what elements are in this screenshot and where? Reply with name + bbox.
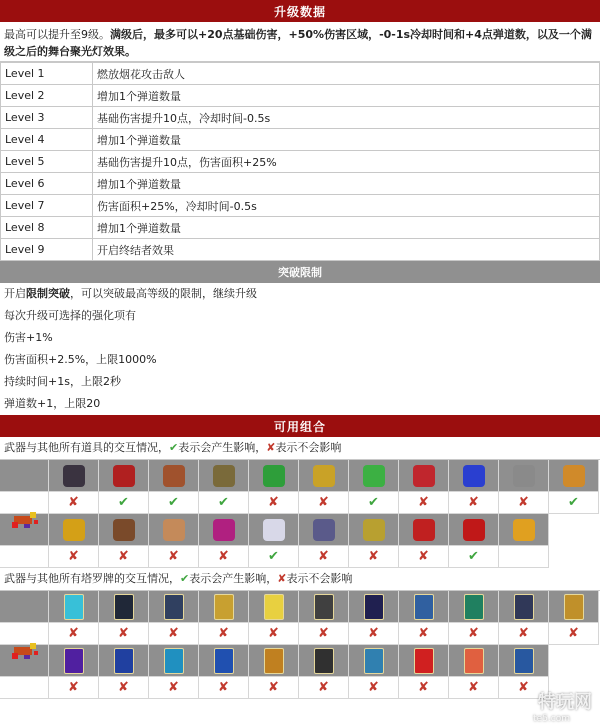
tarot-grid	[0, 591, 600, 699]
interaction-mark: ✘	[199, 677, 249, 699]
flower-cell	[199, 514, 249, 546]
level-label: Level 5	[1, 151, 93, 173]
tarot-11-cell	[549, 591, 599, 623]
level-row	[1, 107, 600, 129]
interaction-mark: ✘	[99, 623, 149, 645]
ring-gold-icon	[363, 519, 385, 541]
level-table	[0, 62, 600, 261]
tarot-16-icon	[264, 648, 284, 674]
lead-spacer	[0, 591, 49, 623]
tarot-18-cell	[349, 645, 399, 677]
tarot-2-icon	[114, 594, 134, 620]
level-effect: 开启终结者效果	[93, 239, 600, 261]
interaction-mark: ✘	[399, 677, 449, 699]
interaction-mark: ✘	[49, 677, 99, 699]
watermark-sub: te5.com	[533, 714, 570, 724]
tarot-12-icon	[64, 648, 84, 674]
tarot-13-cell	[99, 645, 149, 677]
feather-icon	[363, 465, 385, 487]
interaction-mark: ✘	[399, 546, 449, 568]
level-effect: 基础伤害提升10点，冷却时间-0.5s	[93, 107, 600, 129]
item-mark-row	[0, 492, 600, 514]
combo-header: 可用组合	[0, 415, 600, 437]
interaction-mark: ✘	[499, 623, 549, 645]
limit-line: 弹道数+1，上限20	[4, 397, 101, 410]
tarot-3-icon	[164, 594, 184, 620]
interaction-mark: ✔	[549, 492, 599, 514]
interaction-mark: ✘	[299, 623, 349, 645]
level-row	[1, 195, 600, 217]
wing-cell	[249, 514, 299, 546]
tarot-mark-row	[0, 623, 600, 645]
level-effect: 增加1个弹道数量	[93, 217, 600, 239]
interaction-mark: ✘	[49, 623, 99, 645]
items-grid	[0, 460, 600, 568]
hat-icon	[163, 519, 185, 541]
tarot-15-cell	[199, 645, 249, 677]
level-effect: 增加1个弹道数量	[93, 85, 600, 107]
item-icon-row	[0, 460, 600, 492]
level-row	[1, 85, 600, 107]
level-row	[1, 239, 600, 261]
tarot-2-cell	[99, 591, 149, 623]
level-row	[1, 129, 600, 151]
tarot-7-icon	[364, 594, 384, 620]
interaction-mark: ✘	[449, 677, 499, 699]
tarot-7-cell	[349, 591, 399, 623]
tarot-icon-row	[0, 591, 600, 623]
tarot-9-icon	[464, 594, 484, 620]
interaction-mark: ✔	[249, 546, 299, 568]
tarot-1-icon	[64, 594, 84, 620]
level-effect: 伤害面积+25%，冷却时间-0.5s	[93, 195, 600, 217]
lead-spacer	[0, 546, 49, 568]
gold-bar-cell	[499, 514, 549, 546]
tarot-18-icon	[364, 648, 384, 674]
level-effect: 基础伤害提升10点，伤害面积+25%	[93, 151, 600, 173]
level-label: Level 1	[1, 63, 93, 85]
interaction-mark: ✘	[99, 677, 149, 699]
heart-dark-icon	[63, 465, 85, 487]
tarot-10-cell	[499, 591, 549, 623]
interaction-mark: ✘	[99, 546, 149, 568]
heart-dark-cell	[49, 460, 99, 492]
tarot-14-icon	[164, 648, 184, 674]
tarot-6-cell	[299, 591, 349, 623]
tarot-9-cell	[449, 591, 499, 623]
level-label: Level 7	[1, 195, 93, 217]
level-row	[1, 173, 600, 195]
level-label: Level 2	[1, 85, 93, 107]
level-effect: 增加1个弹道数量	[93, 173, 600, 195]
interaction-mark: ✘	[49, 492, 99, 514]
interaction-mark: ✘	[499, 492, 549, 514]
bracer-cell	[549, 460, 599, 492]
interaction-mark: ✘	[349, 677, 399, 699]
item-icon-row	[0, 514, 600, 546]
weapon-firework-icon	[0, 492, 49, 546]
interaction-mark: ✔	[349, 492, 399, 514]
gear-icon	[513, 465, 535, 487]
limit-line: 每次升级可选择的强化项有	[4, 309, 136, 322]
tarot-mark-row	[0, 677, 600, 699]
claw-cell	[449, 514, 499, 546]
ring-dark-icon	[313, 519, 335, 541]
armor-cell	[199, 460, 249, 492]
level-label: Level 4	[1, 129, 93, 151]
interaction-mark: ✘	[49, 546, 99, 568]
tarot-20-cell	[449, 645, 499, 677]
tarot-19-icon	[414, 648, 434, 674]
limit-section	[0, 283, 600, 415]
gold-bar-icon	[513, 519, 535, 541]
limit-line: 伤害面积+2.5%，上限1000%	[4, 353, 157, 366]
heart-red-icon	[413, 465, 435, 487]
interaction-mark: ✘	[449, 623, 499, 645]
tarot-17-icon	[314, 648, 334, 674]
hat-cell	[149, 514, 199, 546]
crown-cell	[299, 460, 349, 492]
magnet-icon	[413, 519, 435, 541]
interaction-mark: ✘	[349, 623, 399, 645]
interaction-mark: ✔	[449, 546, 499, 568]
ring-gold-cell	[349, 514, 399, 546]
tarot-21-cell	[499, 645, 549, 677]
tarot-12-cell	[49, 645, 99, 677]
interaction-mark: ✔	[199, 492, 249, 514]
tarot-4-cell	[199, 591, 249, 623]
level-row	[1, 151, 600, 173]
magnet-cell	[399, 514, 449, 546]
tarot-13-icon	[114, 648, 134, 674]
tarot-11-icon	[564, 594, 584, 620]
tarot-19-cell	[399, 645, 449, 677]
interaction-mark: ✘	[249, 623, 299, 645]
gear-cell	[499, 460, 549, 492]
tarot-intro: 武器与其他所有塔罗牌的交互情况，✔表示会产生影响，✘表示不会影响	[0, 568, 600, 591]
armor-icon	[213, 465, 235, 487]
tarot-15-icon	[214, 648, 234, 674]
crown-icon	[313, 465, 335, 487]
feather-cell	[349, 460, 399, 492]
interaction-mark: ✘	[349, 546, 399, 568]
weapon-firework-icon	[0, 623, 49, 677]
tarot-icon-row	[0, 645, 600, 677]
tarot-1-cell	[49, 591, 99, 623]
interaction-mark: ✔	[99, 492, 149, 514]
wing-icon	[263, 519, 285, 541]
tarot-14-cell	[149, 645, 199, 677]
interaction-mark: ✘	[299, 492, 349, 514]
tarot-20-icon	[464, 648, 484, 674]
orb-blue-icon	[463, 465, 485, 487]
scroll-icon	[163, 465, 185, 487]
limit-line: 持续时间+1s，上限2秒	[4, 375, 121, 388]
box-icon	[113, 519, 135, 541]
interaction-mark: ✘	[299, 546, 349, 568]
level-label: Level 3	[1, 107, 93, 129]
tarot-6-icon	[314, 594, 334, 620]
interaction-mark: ✘	[399, 492, 449, 514]
shield-gold-cell	[49, 514, 99, 546]
level-row	[1, 63, 600, 85]
interaction-mark: ✘	[199, 546, 249, 568]
level-effect: 燃放烟花攻击敌人	[93, 63, 600, 85]
tarot-5-icon	[264, 594, 284, 620]
tarot-3-cell	[149, 591, 199, 623]
interaction-mark: ✘	[149, 677, 199, 699]
level-effect: 增加1个弹道数量	[93, 129, 600, 151]
interaction-mark: ✘	[249, 677, 299, 699]
flower-icon	[213, 519, 235, 541]
level-label: Level 8	[1, 217, 93, 239]
tarot-17-cell	[299, 645, 349, 677]
book-red-icon	[113, 465, 135, 487]
tarot-8-icon	[414, 594, 434, 620]
interaction-mark: ✘	[499, 677, 549, 699]
limit-header: 突破限制	[0, 261, 600, 283]
lead-spacer	[0, 677, 49, 699]
tarot-10-icon	[514, 594, 534, 620]
ring-dark-cell	[299, 514, 349, 546]
clover-icon	[263, 465, 285, 487]
interaction-mark: ✘	[249, 492, 299, 514]
limit-line: 开启限制突破，可以突破最高等级的限制，继续升级	[4, 287, 257, 300]
level-row	[1, 217, 600, 239]
interaction-mark: ✘	[449, 492, 499, 514]
scroll-cell	[149, 460, 199, 492]
interaction-mark: ✘	[299, 677, 349, 699]
upgrade-header: 升级数据	[0, 0, 600, 22]
book-red-cell	[99, 460, 149, 492]
shield-gold-icon	[63, 519, 85, 541]
claw-icon	[463, 519, 485, 541]
interaction-mark: ✔	[149, 492, 199, 514]
tarot-8-cell	[399, 591, 449, 623]
tarot-5-cell	[249, 591, 299, 623]
watermark: 特玩网	[538, 692, 592, 713]
item-mark-row	[0, 546, 600, 568]
bracer-icon	[563, 465, 585, 487]
interaction-mark	[499, 546, 549, 568]
interaction-mark: ✘	[149, 623, 199, 645]
clover-cell	[249, 460, 299, 492]
heart-red-cell	[399, 460, 449, 492]
limit-line: 伤害+1%	[4, 331, 53, 344]
upgrade-description: 最高可以提升至9级。满级后，最多可以+20点基础伤害，+50%伤害区域，-0-1s冷却时间和+4点弹道数，以及一个满级之后的舞台聚光灯效果。	[0, 22, 600, 62]
level-label: Level 6	[1, 173, 93, 195]
interaction-mark: ✘	[549, 623, 599, 645]
lead-spacer	[0, 460, 49, 492]
level-label: Level 9	[1, 239, 93, 261]
box-cell	[99, 514, 149, 546]
tarot-16-cell	[249, 645, 299, 677]
interaction-mark: ✘	[199, 623, 249, 645]
interaction-mark: ✘	[149, 546, 199, 568]
orb-blue-cell	[449, 460, 499, 492]
interaction-mark: ✘	[399, 623, 449, 645]
tarot-21-icon	[514, 648, 534, 674]
items-intro: 武器与其他所有道具的交互情况，✔表示会产生影响，✘表示不会影响	[0, 437, 600, 460]
tarot-4-icon	[214, 594, 234, 620]
